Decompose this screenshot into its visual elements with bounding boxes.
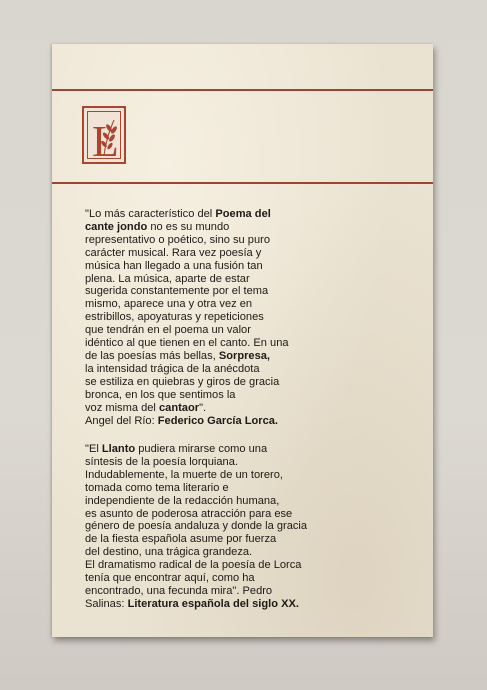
text-line: [85, 572, 385, 585]
text-line: [85, 311, 385, 324]
text-line: [85, 285, 385, 298]
text-line: [85, 598, 385, 611]
text-run: representativo o poético, sino su puro: [85, 233, 271, 246]
text-run: estribillos, apoyaturas y repeticiones: [85, 311, 264, 324]
text-run: idéntico al que tienen en el canto. En una: [85, 337, 289, 350]
text-run: Indudablemente, la muerte de un torero,: [85, 468, 283, 481]
text-run: tenía que encontrar aquí, como ha: [85, 572, 255, 585]
text-line: [85, 324, 385, 337]
bold-run: Literatura española del siglo XX.: [127, 597, 299, 610]
text-run: encontrado, una fecunda mira". Pedro: [85, 584, 273, 597]
text-run: "El: [85, 443, 102, 455]
text-run: de la fiesta española asume por fuerza: [85, 533, 277, 546]
text-line: [85, 208, 385, 221]
bold-run: Poema del: [215, 208, 271, 220]
text-line: [85, 585, 385, 598]
text-run: que tendrán en el poema un valor: [85, 324, 251, 337]
text-run: síntesis de la poesía lorquiana.: [85, 455, 238, 468]
text-line: [85, 495, 385, 508]
text-line: [85, 443, 385, 456]
text-run: voz misma del: [85, 401, 159, 414]
svg-text:L: L: [92, 117, 119, 166]
text-run: pudiera mirarse como una: [135, 443, 268, 455]
text-line: [85, 337, 385, 350]
text-line: [85, 376, 385, 389]
bold-run: Federico García Lorca.: [157, 414, 279, 427]
text-line: [85, 260, 385, 273]
text-run: carácter musical. Rara vez poesía y: [85, 246, 262, 259]
text-run: plena. La música, aparte de estar: [85, 272, 250, 285]
text-line: [85, 559, 385, 572]
text-run: ".: [199, 401, 207, 414]
text-line: [85, 234, 385, 247]
publisher-logo: [82, 106, 126, 164]
text-line: [85, 363, 385, 376]
text-run: "Lo más característico del: [85, 208, 216, 220]
text-line: [85, 533, 385, 546]
text-run: sugerida constantemente por el tema: [85, 285, 269, 298]
text-line: [85, 350, 385, 363]
text-line: [85, 508, 385, 521]
text-line: [85, 298, 385, 311]
text-run: del destino, una trágica grandeza.: [85, 546, 253, 559]
text-line: [85, 273, 385, 286]
text-line: [85, 482, 385, 495]
text-run: de las poesías más bellas,: [85, 349, 219, 362]
text-run: bronca, en los que sentimos la: [85, 388, 236, 401]
text-run: género de poesía andaluza y donde la gracia: [85, 520, 308, 533]
text-run: la intensidad trágica de la anécdota: [85, 362, 260, 375]
text-line: [85, 221, 385, 234]
bold-run: cantaor: [158, 401, 200, 414]
text-line: [85, 247, 385, 260]
top-red-rule: [52, 89, 433, 91]
text-line: [85, 389, 385, 402]
text-line: [85, 546, 385, 559]
quote-salinas: [85, 443, 385, 611]
text-line: [85, 456, 385, 469]
text-run: El dramatismo radical de la poesía de Lorca: [85, 559, 302, 572]
text-run: Angel del Río:: [85, 414, 158, 427]
text-run: mismo, aparece una y otra vez en: [85, 298, 253, 311]
bottom-red-rule: [52, 182, 433, 184]
text-run: Salinas:: [85, 597, 128, 610]
text-line: [85, 415, 385, 428]
logo-letter: [84, 108, 128, 166]
text-run: música han llegado a una fusión tan: [85, 259, 263, 272]
text-line: [85, 402, 385, 415]
text-run: independiente de la redacción humana,: [85, 494, 280, 507]
bold-run: cante jondo: [85, 220, 148, 233]
book-back-cover: [52, 44, 433, 637]
text-line: [85, 520, 385, 533]
text-line: [85, 469, 385, 482]
bold-run: Llanto: [101, 443, 136, 455]
text-run: es asunto de poderosa atracción para ese: [85, 507, 293, 520]
text-run: tomada como tema literario e: [85, 481, 229, 494]
quote-del-rio: [85, 208, 385, 427]
text-run: no es su mundo: [147, 220, 230, 233]
bold-run: Sorpresa,: [218, 349, 271, 362]
text-run: se estiliza en quiebras y giros de gracia: [85, 375, 280, 388]
